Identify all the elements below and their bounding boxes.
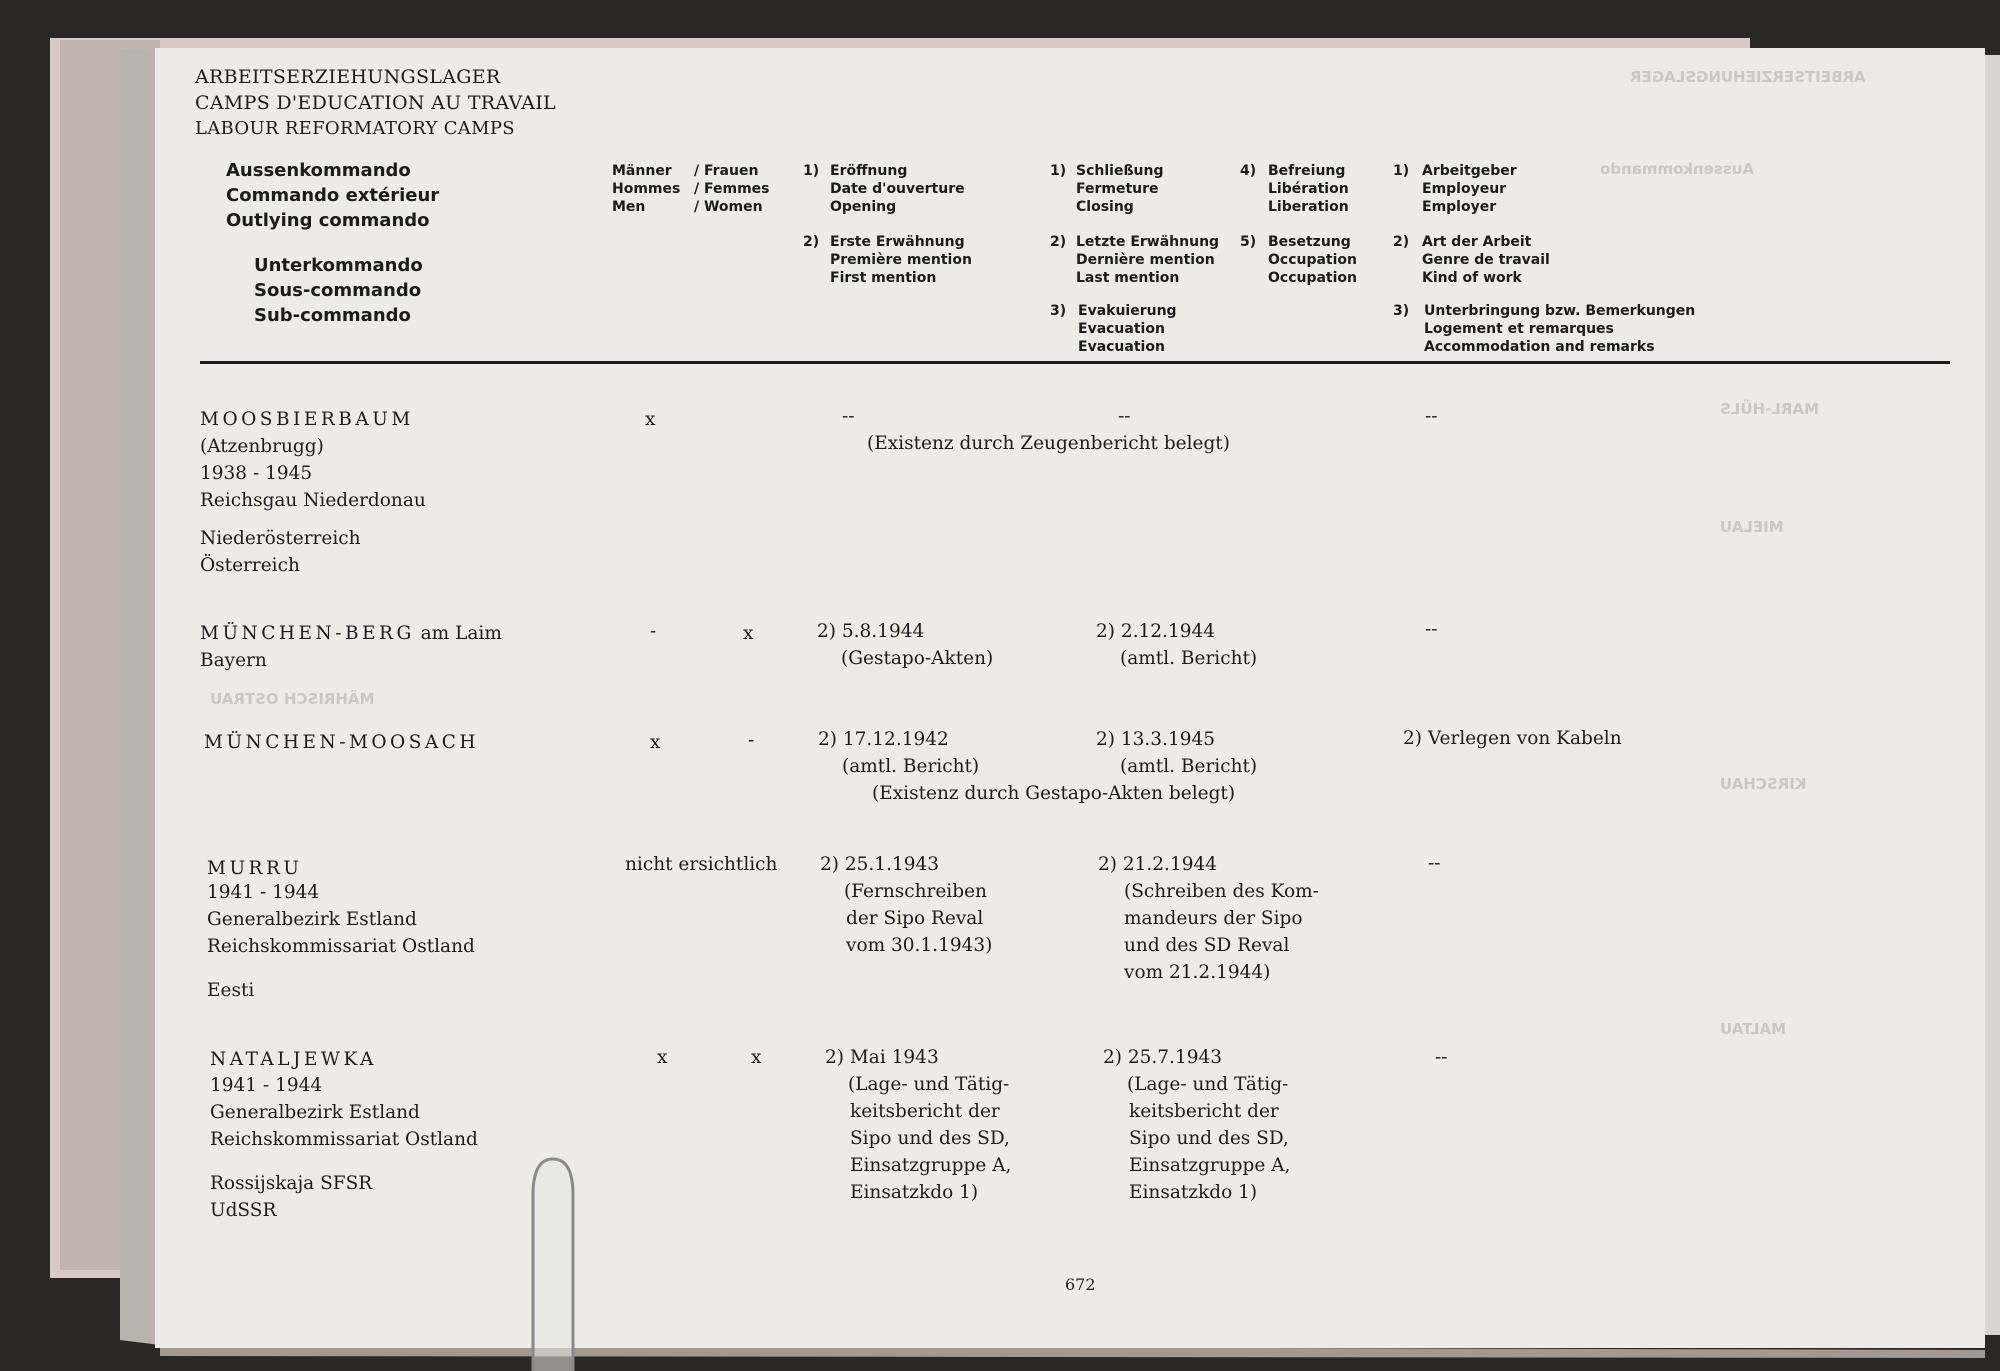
closing-value: 2) 25.7.1943 (Lage- und Tätig- keitsbericht der Sipo und des SD, Einsatzgruppe A, Einsatzkdo 1)	[1103, 1047, 1291, 1203]
kind-of-work-number: 2)	[1393, 234, 1410, 250]
outlying-commando-label-fr: Commando extérieur	[226, 185, 440, 206]
entry-region: Rossijskaja SFSR UdSSR	[210, 1173, 373, 1221]
closing-value: --	[1118, 406, 1131, 427]
women-mark: -	[748, 730, 755, 751]
evacuation-label: Evakuierung Evacuation Evacuation	[1078, 303, 1177, 355]
accommodation-label: Unterbringung bzw. Bemerkungen Logement et remarques Accommodation and remarks	[1424, 303, 1696, 355]
entry-details: 1941 - 1944 Generalbezirk Estland Reichskommissariat Ostland	[210, 1075, 478, 1150]
show-through-text: KIRSCHAU	[1720, 775, 1807, 793]
closing-value: 2) 13.3.1945 (amtl. Bericht)	[1096, 729, 1258, 777]
header-rule	[200, 361, 1950, 364]
entry-note: (Existenz durch Zeugenbericht belegt)	[867, 433, 1230, 454]
liberation-label: Befreiung Libération Liberation	[1268, 163, 1349, 215]
opening-value: --	[842, 406, 855, 427]
women-mark: x	[751, 1047, 762, 1068]
entry-details: Bayern	[200, 650, 267, 671]
evacuation-number: 3)	[1050, 303, 1067, 319]
book-page	[155, 48, 1985, 1348]
first-mention-number: 2)	[803, 234, 820, 250]
men-mark: -	[650, 621, 657, 642]
title-english: LABOUR REFORMATORY CAMPS	[195, 118, 515, 139]
title-french: CAMPS D'EDUCATION AU TRAVAIL	[195, 92, 556, 114]
show-through-text: Aussenkommando	[1600, 160, 1754, 178]
opening-value: 2) 17.12.1942 (amtl. Bericht)	[818, 729, 980, 777]
entry-region: Niederösterreich Österreich	[200, 528, 361, 576]
closing-number: 1)	[1050, 163, 1067, 179]
sub-commando-label-fr: Sous-commando	[254, 280, 422, 301]
entry-details: (Atzenbrugg) 1938 - 1945 Reichsgau Niederdonau	[200, 436, 426, 511]
opening-number: 1)	[803, 163, 820, 179]
show-through-text: MARL-HÜLS	[1720, 400, 1819, 418]
closing-value: 2) 2.12.1944 (amtl. Bericht)	[1096, 621, 1258, 669]
outlying-commando-label-en: Outlying commando	[226, 210, 430, 231]
sub-commando-label-en: Sub-commando	[254, 305, 411, 326]
employer-value: --	[1425, 619, 1438, 640]
entry-name-row	[200, 620, 502, 647]
first-mention-label: Erste Erwähnung Première mention First mention	[830, 234, 972, 286]
entry-note: (Existenz durch Gestapo-Akten belegt)	[872, 783, 1236, 804]
employer-value: --	[1425, 406, 1438, 427]
opening-value: 2) 25.1.1943 (Fernschreiben der Sipo Reval vom 30.1.1943)	[820, 854, 993, 956]
entry-details: 1941 - 1944 Generalbezirk Estland Reichskommissariat Ostland	[207, 882, 475, 957]
entry-name: MÜNCHEN-BERG	[200, 623, 415, 644]
show-through-text: ARBEITSERZIEHUNGSLAGER	[1630, 68, 1866, 86]
entry-region: Eesti	[207, 980, 255, 1001]
entry-name: MÜNCHEN-MOOSACH	[204, 732, 480, 753]
closing-label: Schließung Fermeture Closing	[1076, 163, 1164, 215]
page-number: 672	[1065, 1275, 1096, 1294]
show-through-text: MÄHRISCH OSTRAU	[210, 690, 375, 708]
gender-column-header: Männer Hommes Men	[612, 163, 681, 215]
entry-name-suffix: am Laim	[420, 623, 502, 644]
men-mark: x	[645, 409, 656, 430]
men-mark: x	[650, 732, 661, 753]
women-mark: x	[743, 623, 754, 644]
show-through-text: MIELAU	[1720, 518, 1784, 536]
show-through-text: MALTAU	[1720, 1020, 1787, 1038]
outlying-commando-label-de: Aussenkommando	[226, 160, 411, 181]
opening-value: 2) 5.8.1944 (Gestapo-Akten)	[817, 621, 994, 669]
closing-value: 2) 21.2.1944 (Schreiben des Kom- mandeurs der Sipo und des SD Reval vom 21.2.1944)	[1098, 854, 1319, 983]
employer-value: --	[1428, 853, 1441, 874]
gender-note: nicht ersichtlich	[625, 854, 778, 875]
entry-name: NATALJEWKA	[210, 1049, 377, 1070]
employer-number: 1)	[1393, 163, 1410, 179]
title-german: ARBEITSERZIEHUNGSLAGER	[195, 66, 501, 88]
gender-column-header-women: / Frauen / Femmes / Women	[694, 163, 770, 215]
men-mark: x	[657, 1047, 668, 1068]
entry-name: MURRU	[207, 858, 303, 879]
sub-commando-label-de: Unterkommando	[254, 255, 423, 276]
occupation-number: 5)	[1240, 234, 1257, 250]
liberation-number: 4)	[1240, 163, 1257, 179]
kind-of-work-label: Art der Arbeit Genre de travail Kind of work	[1422, 234, 1550, 286]
last-mention-number: 2)	[1050, 234, 1067, 250]
entry-name: MOOSBIERBAUM	[200, 409, 414, 430]
occupation-label: Besetzung Occupation Occupation	[1268, 234, 1358, 286]
last-mention-label: Letzte Erwähnung Dernière mention Last mention	[1076, 234, 1220, 286]
employer-value: --	[1435, 1047, 1448, 1068]
bookmark-divider	[529, 1155, 577, 1371]
opening-label: Eröffnung Date d'ouverture Opening	[830, 163, 965, 215]
employer-label: Arbeitgeber Employeur Employer	[1422, 163, 1517, 215]
employer-value: 2) Verlegen von Kabeln	[1403, 728, 1622, 749]
accommodation-number: 3)	[1393, 303, 1410, 319]
opening-value: 2) Mai 1943 (Lage- und Tätig- keitsbericht der Sipo und des SD, Einsatzgruppe A, Einsatzkdo 1)	[825, 1047, 1012, 1203]
